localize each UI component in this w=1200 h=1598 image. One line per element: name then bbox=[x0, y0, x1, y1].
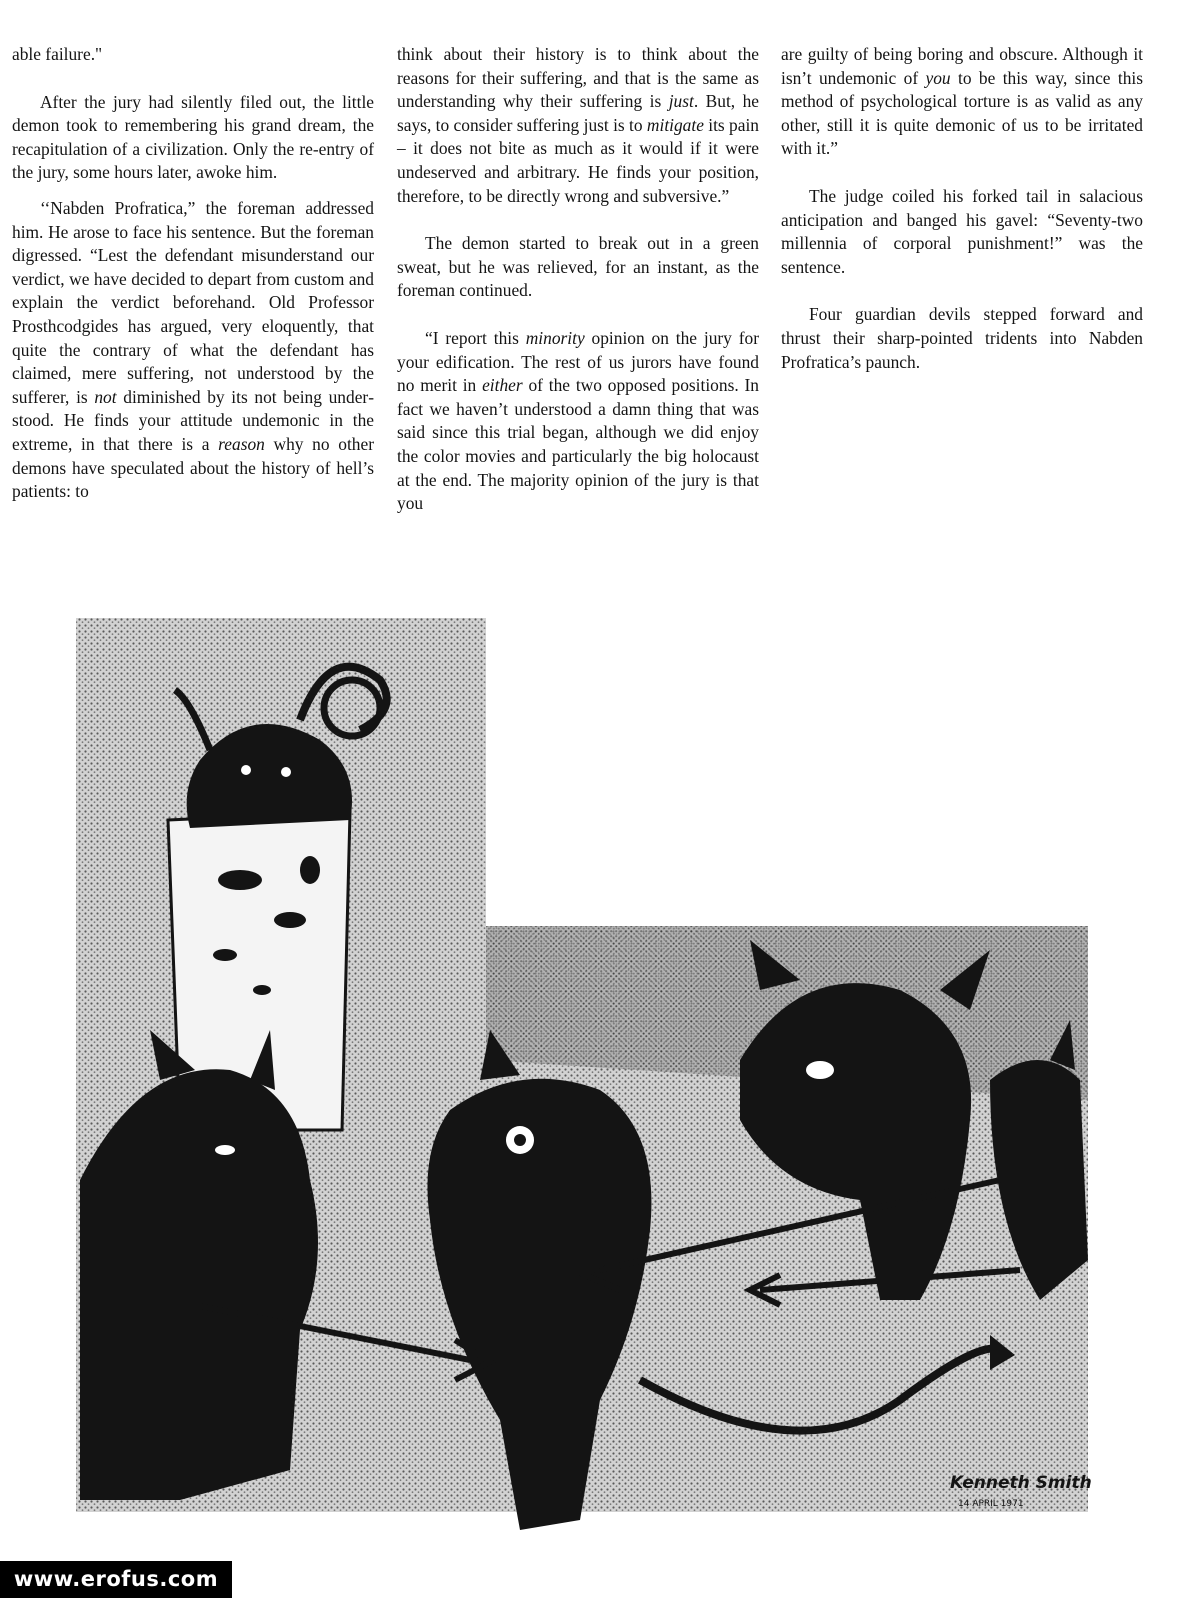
paragraph: “I report this minority opinion on the jury for your edification. The rest of us jurors have found no merit in either of the two opposed positions. In fact we haven’t understood a damn thing that was said since this trial began, although we did enjoy the color movies and particularly the big holocaust at the end. The majority opinion of the jury is that you bbox=[397, 327, 760, 514]
paragraph: After the jury had silently filed out, the little demon took to remembering his grand dream, the recapitulation of a civilization. Only the re-entry of the jury, some hours later, awoke him. bbox=[12, 91, 374, 183]
article-column-2 bbox=[397, 43, 759, 516]
paragraph: Four guardian devils stepped forward and thrust their sharp-pointed tridents into Nabden Profratica’s paunch. bbox=[781, 304, 1143, 372]
article-column-3 bbox=[781, 43, 1143, 374]
paragraph: are guilty of being boring and obscure. Although it isn’t undemonic of you to be this way, since this method of psychological torture is as valid as any other, still it is quite demonic of us to be irritated with it.” bbox=[781, 44, 1144, 159]
paragraph: The demon started to break out in a green sweat, but he was relieved, for an instant, as the foreman continued. bbox=[397, 233, 759, 301]
signature-date: 14 APRIL 1971 bbox=[958, 1499, 1024, 1509]
paragraph: ‘‘Nabden Profratica,” the foreman addressed him. He arose to face his sentence. But the foreman digressed. “Lest the defendant misunderstand our verdict, we have decided to depart from custom and explain the verdict beforehand. Old Professor Prosthcodgides has argued, very eloquently, that quite the contrary of what the defendant has claimed, mere suffering, not understood by the sufferer, is not diminished by its not being understood. He finds your attitude undemonic in the extreme, in that there is a reason why no other demons have speculated about the history of hell’s patients: to bbox=[12, 197, 374, 502]
artist-signature: Kenneth Smith bbox=[950, 1473, 1092, 1493]
site-watermark: www.erofus.com bbox=[0, 1561, 232, 1598]
paragraph: able failure." bbox=[12, 44, 103, 64]
paragraph: The judge coiled his forked tail in salacious anticipation and banged his gavel: “Seventy-two millennia of corporal punishment!” was the sentence. bbox=[781, 185, 1143, 277]
paragraph: think about their history is to think about the reasons for their suffering, and that is the same as understanding why their suffering is just. But, he says, to consider suffering just is to mitigate its pain – it does not bite as much as it would if it were undeserved and arbitrary. He finds your position, therefore, to be directly wrong and subversive.” bbox=[397, 44, 759, 206]
article-column-1 bbox=[12, 43, 374, 504]
